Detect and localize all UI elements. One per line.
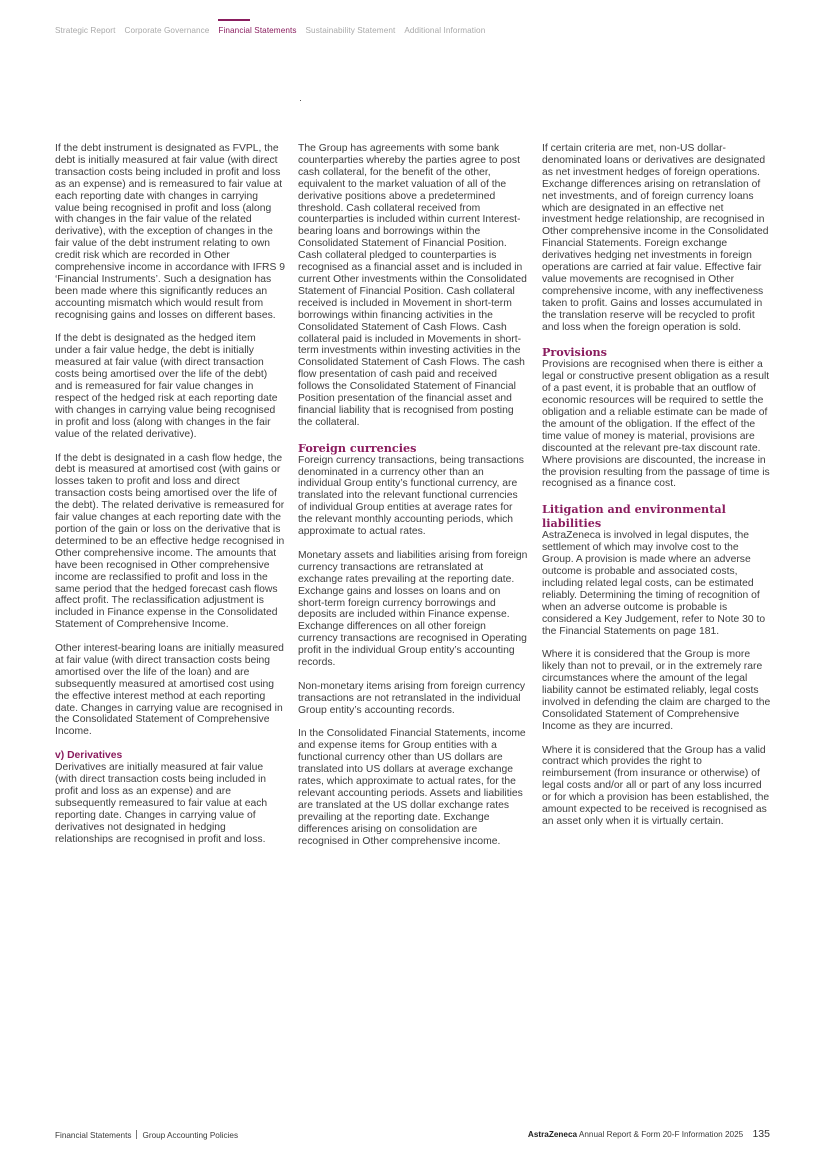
text-column-3 xyxy=(542,143,772,840)
paragraph-provisions: Provisions are recognised when there is either a legal or constructive present obligation as a result of a past event, it is probable that an outflow of economic resources will be required to settle the obligation and a reliable estimate can be made of the amount of the obligation. If the effect of the time value of money is material, provisions are discounted at the relevant pre-tax discount rate. Where provisions are discounted, the increase in the provision resulting from the passage of time is recognised as a finance cost. xyxy=(542,359,770,490)
footer-document-title: Annual Report & Form 20-F Information 2025 xyxy=(578,1130,744,1139)
text-column-1 xyxy=(55,143,285,857)
footer-breadcrumb xyxy=(55,1130,238,1140)
paragraph-reimbursement: Where it is considered that the Group has a valid contract which provides the right to reimbursement (from insurance or otherwise) of legal costs and/or all or part of any loss incurred or for which a provision has been established, the amount expected to be received is recognised as an asset only when it is virtually certain. xyxy=(542,744,770,827)
paragraph-fvpl-debt: If the debt instrument is designated as FVPL, the debt is initially measured at fair value (with direct transaction costs being included in profit and loss as an expense) and is remeasured to fair value at each reporting date with changes in carrying value being recognised in profit and loss (along with changes in the fair value of the related derivative), with the exception of changes in the fair value of the debt instrument relating to own credit risk which are recorded in Other comprehensive income in accordance with IFRS 9 ‘Financial Instruments’. Such a designation has been made where this significantly reduces an accounting mismatch which would result from recognising gains and losses on different bases. xyxy=(55,143,285,321)
paragraph-fair-value-hedge: If the debt is designated as the hedged item under a fair value hedge, the debt is initially measured at fair value (with direct transaction costs being amortised over the life of the debt) and is remeasured for fair value changes in respect of the hedged risk at each reporting date with changes in carrying value being recognised in profit and loss (along with changes in the fair value of the related derivative). xyxy=(55,333,278,440)
heading-derivatives: v) Derivatives xyxy=(55,750,123,762)
footer-subsection[interactable]: Group Accounting Policies xyxy=(142,1131,239,1140)
paragraph-cash-flow-hedge: If the debt is designated in a cash flow hedge, the debt is measured at amortised cost (with gains or losses taken to profit and loss and direct transaction costs being amortised over the life of the debt). The related derivative is remeasured for fair value changes at each reporting date with the portion of the gain or loss on the derivative that is determined to be an effective hedge recognised in Other comprehensive income. The amounts that have been recognised in Other comprehensive income are reclassified to profit and loss in the same period that the hedged forecast cash flows affect profit. The reclassification adjustment is included in Finance expense in the Consolidated Statement of Comprehensive Income. xyxy=(55,452,285,631)
nav-strategic-report[interactable]: Strategic Report xyxy=(55,26,116,35)
heading-litigation: Litigation and environmental liabilities xyxy=(542,502,726,531)
paragraph-legal-disputes: AstraZeneca is involved in legal disputes, the settlement of which may involve cost to the Group. A provision is made where an adverse outcome is probable and associated costs, including related legal costs, can be estimated reliably. Determining the timing of recognition of when an adverse outcome is probable is considered a Key Judgement, refer to Note 30 to the Financial Statements on page 181. xyxy=(542,530,766,637)
paragraph-consolidation: In the Consolidated Financial Statements, income and expense items for Group entities with a functional currency other than US dollars are translated into US dollars at average exchange rates, which approximate to actual rates, for the relevant accounting periods. Assets and liabilities are translated at the US dollar exchange rates prevailing at the reporting date. Exchange differences arising on consolidation are recognised in Other comprehensive income. xyxy=(298,728,526,847)
heading-provisions: Provisions xyxy=(542,345,607,360)
page-number: 135 xyxy=(752,1128,770,1140)
paragraph-monetary-assets: Monetary assets and liabilities arising from foreign currency transactions are retranslated at exchange rates prevailing at the reporting date. Exchange gains and losses on loans and on short-term foreign currency borrowings and deposits are included within Finance expense. Exchange differences on all other foreign currency transactions are recognised in Operating profit in the individual Group entity’s accounting records. xyxy=(298,549,528,669)
heading-foreign-currencies: Foreign currencies xyxy=(298,440,417,455)
footer-document-info xyxy=(528,1128,770,1140)
decorative-dot xyxy=(300,100,301,101)
top-navigation xyxy=(55,26,485,35)
footer-separator xyxy=(136,1130,137,1139)
paragraph-non-monetary-items: Non-monetary items arising from foreign currency transactions are not retranslated in the individual Group entity’s accounting records. xyxy=(298,680,526,716)
paragraph-other-loans: Other interest-bearing loans are initially measured at fair value (with direct transaction costs being amortised over the life of the loan) and are subsequently measured at amortised cost using the effective interest method at each reporting date. Changes in carrying value are recognised in the Consolidated Statement of Comprehensive Income. xyxy=(55,643,284,738)
nav-financial-statements[interactable]: Financial Statements xyxy=(218,26,297,35)
text-column-2 xyxy=(298,143,528,859)
paragraph-derivatives: Derivatives are initially measured at fair value (with direct transaction costs being included in profit and loss as an expense) and are subsequently remeasured to fair value at each reporting date. Changes in carrying value of derivatives not designated in hedging relationships are recognised in profit and loss. xyxy=(55,762,268,845)
footer-section[interactable]: Financial Statements xyxy=(55,1131,132,1140)
footer-brand: AstraZeneca xyxy=(527,1130,578,1139)
paragraph-net-investment-hedges: If certain criteria are met, non-US dollar-denominated loans or derivatives are designated as net investment hedges of foreign operations. Exchange differences arising on retranslation of net investments, and of foreign currency loans which are designated in an effective net investment hedge relationship, are recognised in Other comprehensive income in the Consolidated Financial Statements. Foreign exchange derivatives hedging net investments in foreign operations are carried at fair value. Effective fair value movements are recognised in Other comprehensive income, with any ineffectiveness taken to profit. Gains and losses accumulated in the translation reserve will be recycled to profit and loss when the foreign operation is sold. xyxy=(542,143,769,333)
paragraph-legal-costs: Where it is considered that the Group is more likely than not to prevail, or in the extremely rare circumstances where the amount of the legal liability cannot be estimated reliably, legal costs involved in defending the claim are charged to the Consolidated Statement of Comprehensive Income as they are incurred. xyxy=(542,649,771,732)
nav-additional-information[interactable]: Additional Information xyxy=(404,26,486,35)
nav-sustainability-statement[interactable]: Sustainability Statement xyxy=(305,26,396,35)
paragraph-cash-collateral: The Group has agreements with some bank counterparties whereby the parties agree to post cash collateral, for the benefit of the other, equivalent to the market valuation of all of the derivative positions above a predetermined threshold. Cash collateral received from counterparties is included within current Interest-bearing loans and borrowings within the Consolidated Statement of Financial Position. Cash collateral pledged to counterparties is recognised as a financial asset and is included in current Other investments within the Consolidated Statement of Financial Position. Cash collateral received is included in Movement in short-term borrowings within financing activities in the Consolidated Statement of Cash Flows. Cash collateral paid is included in Movements in short-term investments within investing activities in the Consolidated Statement of Cash Flows. The cash flow presentation of cash paid and received follows the Consolidated Statement of Financial Position presentation of the financial asset and financial liability that is recognised from posting the collateral. xyxy=(298,143,527,428)
nav-corporate-governance[interactable]: Corporate Governance xyxy=(124,26,210,35)
paragraph-fx-transactions: Foreign currency transactions, being transactions denominated in a currency other than an individual Group entity’s functional currency, are translated into the relevant functional currencies of individual Group entities at average rates for the relevant monthly accounting periods, which approximate to actual rates. xyxy=(298,454,524,538)
